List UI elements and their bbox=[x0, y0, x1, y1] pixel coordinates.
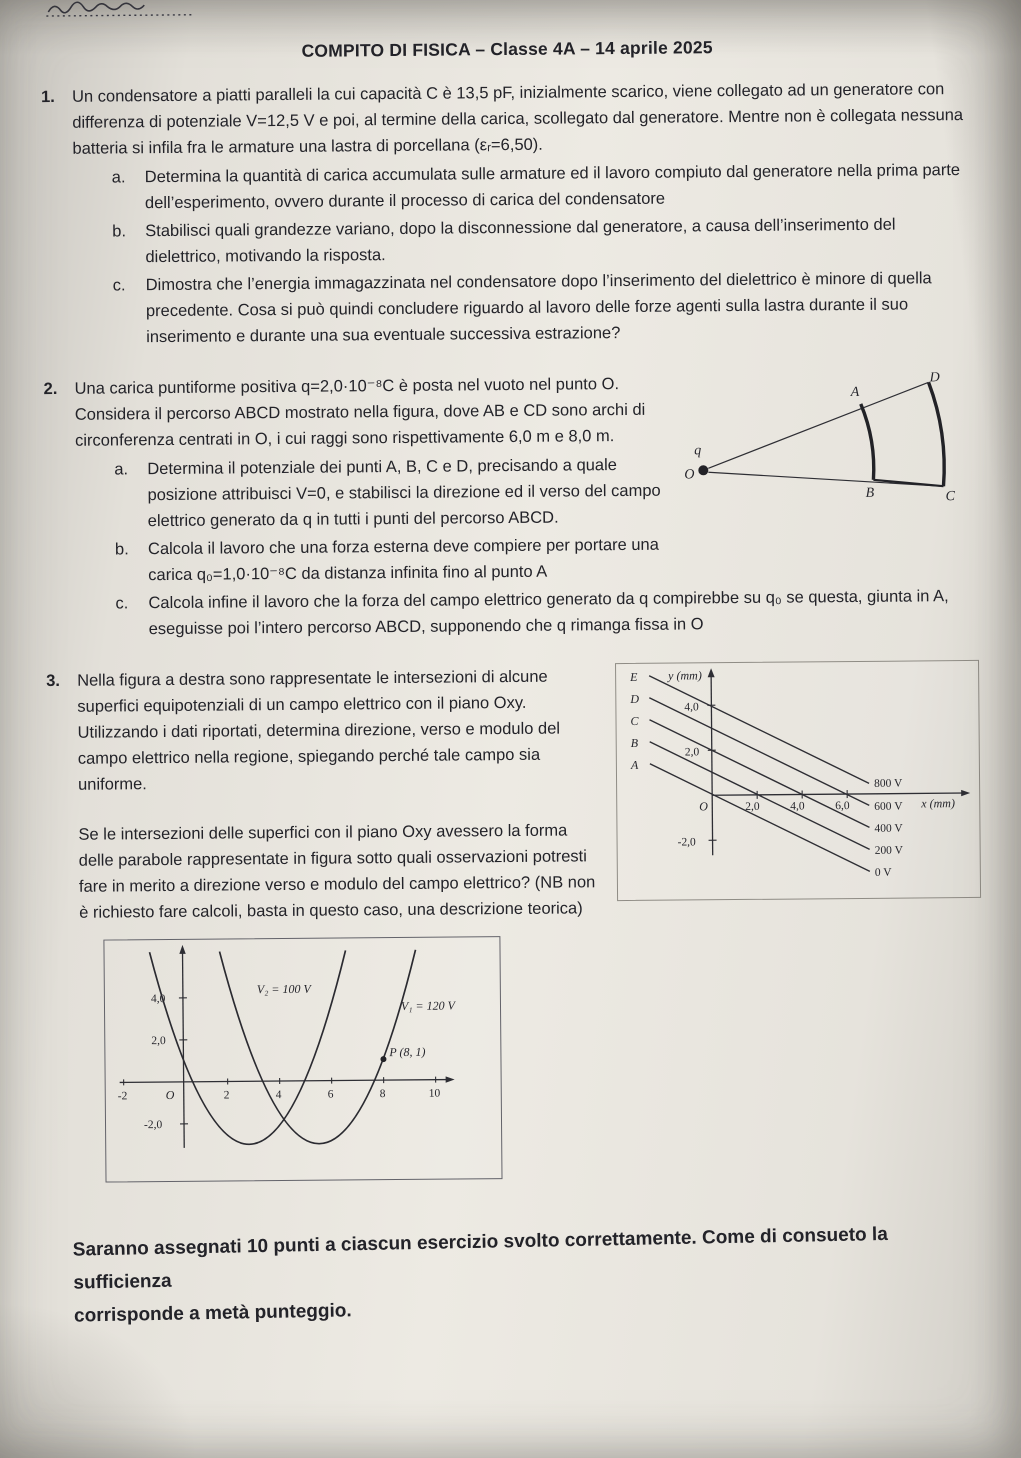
equipotential-line-e bbox=[649, 674, 869, 785]
voltage-200: 200 V bbox=[874, 844, 903, 857]
exercise-1-intro: Un condensatore a piatti paralleli la cui capacità C è 13,5 pF, inizialmente scarico, viene collegato ad un generatore con differenza di potenziale V=12,5 V e poi, al termine della carica, scollegato dal generatore. Mentre non è collegata nessuna batteria si infila fra le armature una lastra di porcellana (εᵣ=6,50). bbox=[71, 80, 964, 158]
exercise-2-item-b bbox=[76, 529, 978, 589]
origin-label: O bbox=[699, 799, 708, 814]
label-point-c: C bbox=[945, 489, 955, 505]
exercise-1-item-c bbox=[74, 265, 977, 351]
curve2-label: V₁ = 120 V bbox=[400, 998, 455, 1013]
line-label-a: A bbox=[630, 757, 639, 772]
item-label: b. bbox=[112, 222, 127, 241]
item-text: Stabilisci quali grandezze variano, dopo la disconnessione dal generatore, a causa dell’inserimento del dielettrico, motivando la risposta. bbox=[145, 215, 896, 267]
item-text: Determina il potenziale dei punti A, B, C e D, precisando a quale posizione attribuisci V=0, e stabilisci la direzione ed il verso del campo elettrico generato da q in tutti i punti del percorso ABCD. bbox=[147, 456, 661, 531]
item-text: Calcola il lavoro che una forza esterna deve compiere per portare una carica q₀=1,0·10⁻⁸C da distanza infinita fino al punto A bbox=[147, 535, 659, 585]
charge-dot bbox=[698, 465, 708, 475]
parabolas bbox=[150, 950, 418, 1145]
label-point-a: A bbox=[850, 384, 860, 401]
x-tick-6: 6,0 bbox=[835, 800, 850, 813]
axis-ticks bbox=[123, 996, 436, 1125]
exercise-2 bbox=[43, 368, 978, 643]
y-axis-arrow bbox=[708, 668, 715, 677]
y-tick-4: 4,0 bbox=[684, 701, 699, 714]
item-label: a. bbox=[111, 168, 126, 187]
item-label: c. bbox=[112, 276, 126, 295]
y-axis-label: y (mm) bbox=[668, 668, 702, 683]
line-label-c: C bbox=[630, 713, 639, 728]
point-p-label: P (8, 1) bbox=[389, 1044, 426, 1060]
x-tick-neg2: -2 bbox=[117, 1090, 128, 1103]
y-axis-arrow bbox=[179, 945, 185, 954]
item-label: b. bbox=[114, 540, 129, 559]
item-text: Calcola infine il lavoro che la forza del campo elettrico generato da q compirebbe su q₀ se questa, giunta in A, eseguisse poi l’intero percorso ABCD, supponendo che q rimanga fissa in O bbox=[148, 587, 949, 639]
x-axis-arrow bbox=[961, 790, 970, 796]
voltage-800: 800 V bbox=[874, 777, 903, 790]
y-tick-neg2: -2,0 bbox=[143, 1119, 163, 1132]
figure-point-charge-path bbox=[682, 372, 975, 523]
line-label-d: D bbox=[630, 691, 640, 706]
arc-cd bbox=[929, 382, 945, 486]
exercise-3 bbox=[46, 660, 983, 1183]
axes bbox=[708, 666, 971, 855]
point-p-dot bbox=[380, 1056, 386, 1062]
line-label-b: B bbox=[630, 735, 639, 750]
voltage-400: 400 V bbox=[874, 822, 903, 835]
line-label-e: E bbox=[630, 669, 638, 684]
footer-note bbox=[72, 1216, 985, 1332]
figure-equipotential-lines bbox=[615, 660, 981, 901]
exercise-2-item-c bbox=[76, 583, 978, 643]
x-axis-label: x (mm) bbox=[921, 796, 955, 811]
exercise-1 bbox=[41, 76, 976, 351]
origin-label: O bbox=[165, 1087, 175, 1103]
x-tick-4: 4 bbox=[275, 1089, 282, 1102]
footer-line-1: Saranno assegnati 10 punti a ciascun esercizio svolto correttamente. Come di consueto la sufficienza bbox=[72, 1223, 888, 1294]
item-text: Dimostra che l’energia immagazzinata nel condensatore dopo l’inserimento del dielettrico è minore di quella precedente. Cosa si può quindi concludere riguardo al lavoro delle forze agenti sulla lastra durante il suo inserimento e durante una sua eventuale successiva estrazione? bbox=[145, 269, 932, 347]
x-tick-2: 2,0 bbox=[745, 800, 760, 813]
y-tick-neg2: -2,0 bbox=[677, 836, 696, 849]
exercise-2-intro: Una carica puntiforme positiva q=2,0·10⁻⁸C è posta nel vuoto nel punto O. Considera il percorso ABCD mostrato nella figura, dove AB e CD sono archi di circonferenza centrati in O, i cui raggi sono rispettivamente 6,0 m e 8,0 m. bbox=[74, 375, 646, 450]
curve1-label: V₂ = 100 V bbox=[256, 981, 311, 997]
figure-parabolas bbox=[103, 936, 502, 1182]
radius-lines bbox=[708, 382, 944, 488]
y-tick-4: 4,0 bbox=[150, 993, 166, 1006]
label-point-d: D bbox=[929, 371, 940, 386]
footer-line-2: corrisponde a metà punteggio. bbox=[73, 1300, 352, 1327]
x-axis-arrow bbox=[446, 1076, 455, 1082]
equipotential-line-a bbox=[650, 762, 870, 873]
label-point-b: B bbox=[865, 485, 875, 501]
x-tick-8: 8 bbox=[379, 1088, 386, 1101]
item-label: c. bbox=[115, 594, 129, 613]
x-tick-10: 10 bbox=[428, 1087, 441, 1100]
exercise-1-item-b bbox=[73, 211, 975, 271]
equipotential-line-b bbox=[650, 740, 870, 851]
y-tick-2: 2,0 bbox=[684, 746, 700, 759]
equipotential-line-d bbox=[649, 696, 869, 807]
exercise-1-number: 1. bbox=[40, 87, 55, 107]
item-text: Determina la quantità di carica accumulata sulle armature ed il lavoro compiuto dal generatore nella prima parte dell’esperimento, ovvero durante il processo di carica del condensatore bbox=[144, 161, 961, 213]
exercise-3-number: 3. bbox=[46, 671, 60, 691]
exercise-3-paragraph-2: Se le intersezioni delle superfici con il piano Oxy avessero la forma delle parabole rappresentate in figura sotto quali osservazioni potresti fare in merito a direzione verso e modulo del campo elettrico? (NB non è richiesto fare calcoli, basta in questo caso, una descrizione teorica) bbox=[78, 821, 596, 922]
exercise-1-item-a bbox=[73, 157, 975, 217]
axis-ticks bbox=[707, 704, 847, 840]
label-charge: q bbox=[694, 443, 702, 459]
x-tick-4: 4,0 bbox=[790, 800, 805, 813]
handwritten-scribble bbox=[44, 0, 204, 18]
item-label: a. bbox=[114, 460, 129, 479]
x-tick-6: 6 bbox=[327, 1088, 334, 1101]
x-tick-2: 2 bbox=[223, 1089, 230, 1102]
path-arcs bbox=[861, 382, 945, 487]
exercise-2-number: 2. bbox=[43, 379, 58, 399]
y-tick-2: 2,0 bbox=[151, 1035, 166, 1048]
exercise-3-paragraph-1: Nella figura a destra sono rappresentate le intersezioni di alcune superfici equipotenziali di un campo elettrico con il piano Oxy. Utilizzando i dati riportati, determina direzione, verso e modulo del campo elettrico nella regione, spiegando perché tale campo sia uniforme. bbox=[77, 667, 561, 794]
arc-ab bbox=[861, 404, 874, 480]
page-title: COMPITO DI FISICA – Classe 4A – 14 aprile 2025 bbox=[301, 37, 713, 61]
voltage-0: 0 V bbox=[874, 866, 892, 879]
voltage-600: 600 V bbox=[874, 800, 903, 813]
label-origin: O bbox=[684, 467, 695, 483]
